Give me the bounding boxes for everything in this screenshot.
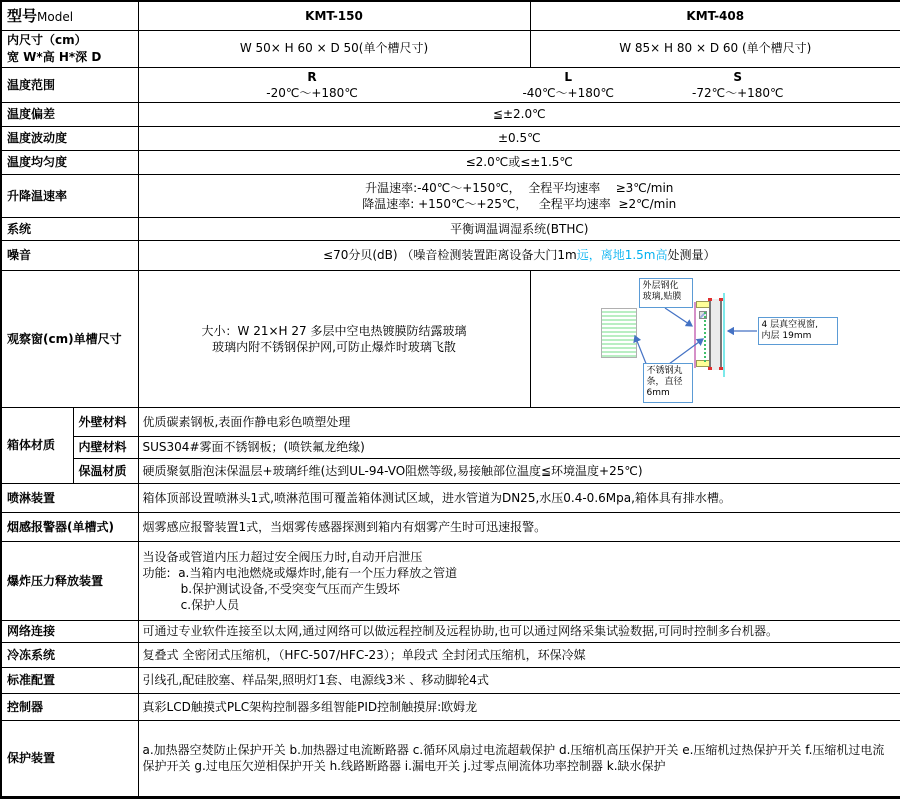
protective-mesh-illustration bbox=[601, 308, 637, 358]
row-temp-deviation bbox=[1, 102, 900, 126]
callout-outer-glass: 外层钢化 玻璃,贴膜 bbox=[639, 278, 693, 308]
cabinet-insulation-label: 保温材质 bbox=[73, 458, 138, 483]
row-temp-fluctuation bbox=[1, 126, 900, 150]
row-noise bbox=[1, 240, 900, 270]
model-label-en: Model bbox=[37, 9, 74, 24]
protection-value: a.加热器空焚防止保护开关 b.加热器过电流断路器 c.循环风扇过电流超载保护 d.压缩机高压保护开关 e.压缩机过热保护开关 f.压缩机过电流保护开关 g.过电压欠逆相保护开关 h.线路断路器 i.漏电开关 j.过零点闸流体功率控制器 k.缺水保护 bbox=[138, 720, 900, 797]
standard-config-label: 标准配置 bbox=[1, 667, 138, 693]
temp-fluctuation-label: 温度波动度 bbox=[1, 126, 138, 150]
explosion-relief-label: 爆炸压力释放装置 bbox=[1, 541, 138, 620]
temp-range-l: L -40℃～+180℃ bbox=[522, 69, 614, 100]
model-label: 型号 bbox=[7, 6, 38, 25]
row-network bbox=[1, 620, 900, 642]
protection-label: 保护装置 bbox=[1, 720, 138, 797]
temp-range-r: R -20℃～+180℃ bbox=[266, 69, 358, 100]
temp-deviation-value: ≦±2.0℃ bbox=[138, 102, 900, 126]
temp-range-label: 温度范围 bbox=[1, 67, 138, 102]
spray-label: 喷淋装置 bbox=[1, 483, 138, 512]
inner-glass-layer bbox=[723, 293, 725, 377]
row-cabinet-insulation bbox=[1, 458, 900, 483]
row-spray bbox=[1, 483, 900, 512]
temp-range-s: S -72℃～+180℃ bbox=[692, 69, 784, 100]
system-value: 平衡调温调湿系统(BTHC) bbox=[138, 217, 900, 240]
controller-label: 控制器 bbox=[1, 693, 138, 720]
row-model bbox=[1, 1, 900, 30]
steel-wire-dots bbox=[704, 312, 706, 362]
temp-uniformity-value: ≤2.0℃或≤±1.5℃ bbox=[138, 150, 900, 174]
cabinet-inner-label: 内壁材料 bbox=[73, 436, 138, 458]
row-refrigeration bbox=[1, 642, 900, 667]
vacuum-glass-stack bbox=[709, 299, 722, 370]
viewing-window-diagram bbox=[530, 270, 900, 407]
temp-deviation-label: 温度偏差 bbox=[1, 102, 138, 126]
cabinet-material-label: 箱体材质 bbox=[1, 407, 73, 483]
refrigeration-value: 复叠式 全密闭式压缩机，（HFC-507/HFC-23）；单段式 全封闭式压缩机，环保冷媒 bbox=[138, 642, 900, 667]
row-cabinet-outer bbox=[1, 407, 900, 436]
temp-fluctuation-value: ±0.5℃ bbox=[138, 126, 900, 150]
noise-value: ≤70分贝(dB) （噪音检测装置距离设备大门1m远，离地1.5m高处测量） bbox=[138, 240, 900, 270]
cabinet-inner-value: SUS304#雾面不锈钢板；(喷铁氟龙绝缘) bbox=[138, 436, 900, 458]
smoke-alarm-value: 烟雾感应报警装置1式，当烟雾传感器探测到箱内有烟雾产生时可迅速报警。 bbox=[138, 512, 900, 541]
cabinet-outer-value: 优质碳素钢板,表面作静电彩色喷塑处理 bbox=[138, 407, 900, 436]
inner-size-kmt150: W 50× H 60 × D 50(单个槽尺寸) bbox=[138, 30, 530, 67]
column-header-kmt408: KMT-408 bbox=[530, 1, 900, 30]
row-cabinet-inner bbox=[1, 436, 900, 458]
outer-glass-layer bbox=[694, 302, 696, 368]
explosion-relief-value: 当设备或管道内压力超过安全阀压力时,自动开启泄压 功能: a.当箱内电池燃烧或爆炸时,能有一个压力释放之管道 b.保护测试设备,不受突变气压而产生毁坏 c.保护人员 bbox=[138, 541, 900, 620]
column-header-kmt150: KMT-150 bbox=[138, 1, 530, 30]
row-explosion bbox=[1, 541, 900, 620]
ramp-rate-label: 升降温速率 bbox=[1, 174, 138, 217]
callout-vacuum-window: 4 层真空视窗, 内层 19mm bbox=[758, 317, 838, 345]
controller-value: 真彩LCD触摸式PLC架构控制器多组智能PID控制触摸屏:欧姆龙 bbox=[138, 693, 900, 720]
spray-value: 箱体顶部设置喷淋头1式,喷淋范围可覆盖箱体测试区域，进水管道为DN25,水压0.4-0.6Mpa,箱体具有排水槽。 bbox=[138, 483, 900, 512]
noise-label: 噪音 bbox=[1, 240, 138, 270]
ramp-rate-line2: 降温速率: +150℃～+25℃， 全程平均速率 ≥2℃/min bbox=[362, 196, 677, 211]
inner-size-label: 内尺寸（cm） 宽 W*高 H*深 D bbox=[1, 30, 138, 67]
refrigeration-label: 冷冻系统 bbox=[1, 642, 138, 667]
viewing-window-label: 观察窗(cm)单槽尺寸 bbox=[1, 270, 138, 407]
model-label-cell bbox=[1, 1, 138, 30]
row-inner-size bbox=[1, 30, 900, 67]
ramp-rate-line1: 升温速率:-40℃～+150℃， 全程平均速率 ≥3℃/min bbox=[365, 180, 674, 195]
network-label: 网络连接 bbox=[1, 620, 138, 642]
smoke-alarm-label: 烟感报警器(单槽式) bbox=[1, 512, 138, 541]
row-system bbox=[1, 217, 900, 240]
noise-highlight: 远，离地1.5m高 bbox=[576, 248, 668, 263]
row-ramp-rate bbox=[1, 174, 900, 217]
temp-range-values bbox=[138, 67, 900, 102]
inner-size-kmt408: W 85× H 80 × D 60 (单个槽尺寸) bbox=[530, 30, 900, 67]
system-label: 系统 bbox=[1, 217, 138, 240]
row-smoke bbox=[1, 512, 900, 541]
row-protection bbox=[1, 720, 900, 797]
row-standard-config bbox=[1, 667, 900, 693]
row-temp-range bbox=[1, 67, 900, 102]
network-value: 可通过专业软件连接至以太网,通过网络可以做远程控制及远程协助,也可以通过网络采集试验数据,可同时控制多台机器。 bbox=[138, 620, 900, 642]
standard-config-value: 引线孔,配硅胶塞、样品架,照明灯1套、电源线3米 、移动脚轮4式 bbox=[138, 667, 900, 693]
viewing-window-desc: 大小：W 21×H 27 多层中空电热镀膜防结露玻璃 玻璃内附不锈钢保护网,可防止爆炸时玻璃飞散 bbox=[138, 270, 530, 407]
row-temp-uniformity bbox=[1, 150, 900, 174]
callout-steel-wire: 不锈钢丸 条，直径 6mm bbox=[643, 363, 693, 403]
row-viewing-window bbox=[1, 270, 900, 407]
cabinet-insulation-value: 硬质聚氨脂泡沫保温层+玻璃纤维(达到UL-94-VO阻燃等级,易接触部位温度≦环境温度+25℃) bbox=[138, 458, 900, 483]
cabinet-outer-label: 外壁材料 bbox=[73, 407, 138, 436]
ramp-rate-value bbox=[138, 174, 900, 217]
temp-uniformity-label: 温度均匀度 bbox=[1, 150, 138, 174]
row-controller bbox=[1, 693, 900, 720]
